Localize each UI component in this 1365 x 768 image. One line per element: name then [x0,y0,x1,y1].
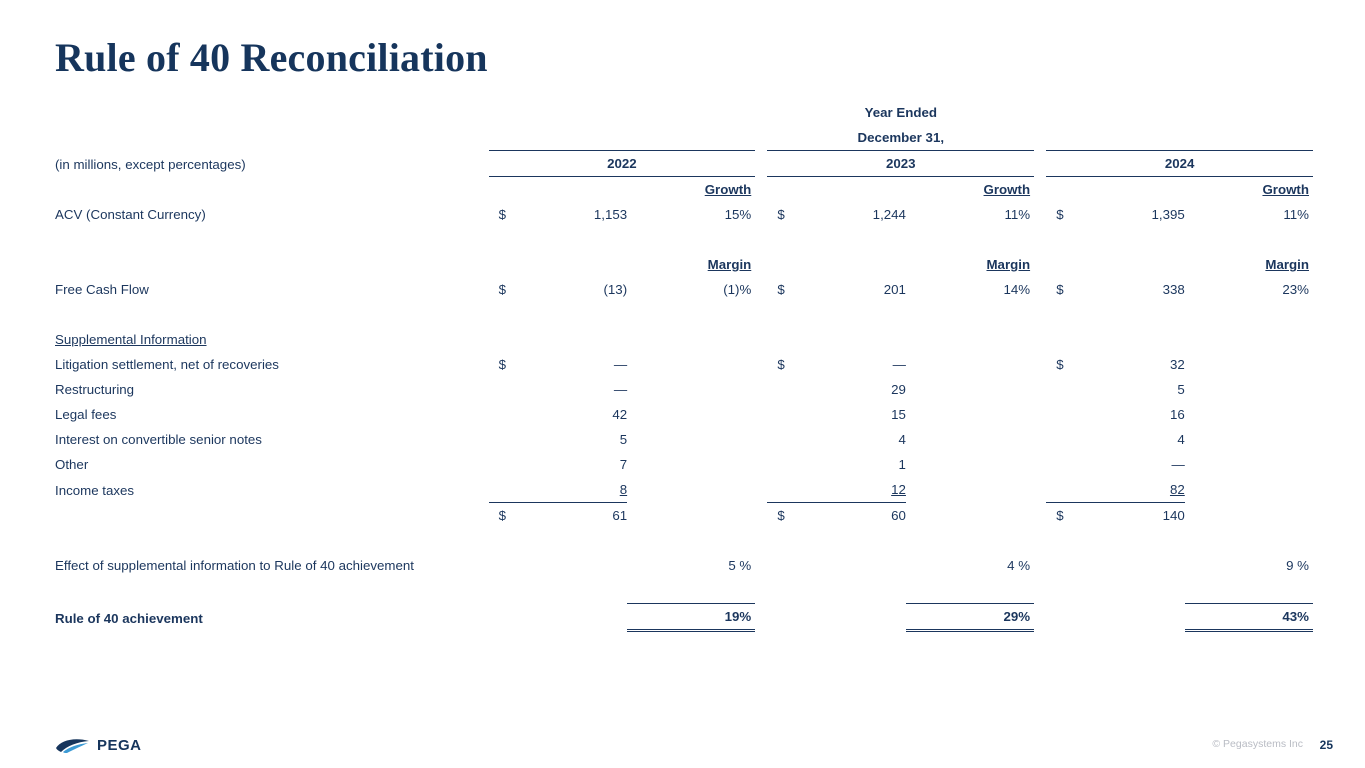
interest-2023: 4 [898,432,906,447]
empty-cell [906,427,1034,452]
empty-cell [627,402,755,427]
acv-2022: 1,153 [593,207,628,222]
table-row [55,151,1313,177]
empty-cell [489,452,536,477]
empty-cell [815,604,906,631]
row-label-litigation-settlement: Litigation settlement, net of recoveries [55,357,279,372]
empty-cell [1094,553,1185,578]
spacer [755,177,767,203]
empty-cell [906,402,1034,427]
litigation-2023: — [892,357,906,372]
empty-cell [55,503,489,529]
spacer [55,227,1313,252]
currency-symbol: $ [489,503,536,529]
empty-cell [536,604,627,631]
empty-cell [1046,402,1093,427]
table-row-acv [55,202,1313,227]
currency-symbol: $ [498,207,506,222]
supplemental-total-2024: 140 [1094,503,1185,529]
currency-symbol: $ [1056,282,1064,297]
empty-cell [55,100,489,125]
rule-of-40-2024: 43% [1185,604,1313,631]
spacer [55,528,1313,553]
table-row [55,477,1313,503]
empty-cell [489,327,1313,352]
legal-fees-2022: 42 [612,407,628,422]
supplemental-total-2023: 60 [815,503,906,529]
page-title: Rule of 40 Reconciliation [55,35,488,80]
spacer [1034,252,1046,277]
empty-cell [489,477,536,503]
litigation-2024: 32 [1169,357,1185,372]
pega-logo [55,737,142,754]
empty-cell [1046,477,1093,503]
row-label-income-taxes: Income taxes [55,482,135,498]
fcf-margin-2022: (1)% [723,282,752,297]
empty-cell [1046,553,1093,578]
acv-growth-2022: 15% [724,207,752,222]
spacer [755,277,767,302]
table-row [55,352,1313,377]
table-row [55,427,1313,452]
currency-symbol: $ [767,503,814,529]
empty-cell [1046,377,1093,402]
spacer [1034,177,1046,203]
empty-cell [767,402,814,427]
spacer [55,302,1313,327]
other-2022: 7 [619,457,628,472]
empty-cell [906,503,1034,529]
empty-cell [1185,477,1313,503]
legal-fees-2024: 16 [1169,407,1185,422]
spacer [1034,377,1046,402]
income-taxes-2022: 8 [619,482,628,497]
empty-cell [536,252,627,277]
spacer [755,252,767,277]
row-label-rule-of-40: Rule of 40 achievement [55,610,203,626]
row-label-legal-fees: Legal fees [55,407,117,422]
spacer [755,477,767,503]
margin-header-2022: Margin [707,257,752,272]
empty-cell [1185,377,1313,402]
restructuring-2024: 5 [1177,382,1185,397]
empty-cell [489,252,536,277]
table-row [55,377,1313,402]
empty-cell [489,377,536,402]
other-2023: 1 [898,457,906,472]
currency-symbol: $ [1056,357,1064,372]
copyright-text: © Pegasystems Inc [1212,738,1303,750]
empty-cell [489,604,536,631]
spacer [755,452,767,477]
spacer [1034,553,1046,578]
interest-2024: 4 [1177,432,1185,447]
growth-header-2024: Growth [1262,182,1309,197]
empty-cell [1185,352,1313,377]
empty-cell [1185,427,1313,452]
fcf-2024: 338 [1162,282,1185,297]
margin-header-2024: Margin [1265,257,1309,272]
spacer [755,604,767,631]
litigation-2022: — [613,357,628,372]
empty-cell [1185,452,1313,477]
spacer [1034,604,1046,631]
currency-symbol: $ [777,357,785,372]
income-taxes-2023: 12 [891,482,906,497]
table-row [55,100,1313,125]
empty-cell [627,503,755,529]
table-row-free-cash-flow [55,277,1313,302]
spacer [755,427,767,452]
spacer [755,503,767,529]
year-header-2024: 2024 [1046,151,1313,177]
empty-cell [815,252,906,277]
empty-cell [55,177,489,203]
pega-swoosh-icon [55,737,91,754]
spacer [1034,277,1046,302]
spacer [55,578,1313,604]
fcf-margin-2024: 23% [1282,282,1309,297]
spacer-row [55,227,1313,252]
empty-cell [767,377,814,402]
empty-cell [906,477,1034,503]
acv-growth-2023: 11% [1004,207,1031,222]
table-row-effect [55,553,1313,578]
empty-cell [1046,177,1093,203]
empty-cell [767,427,814,452]
empty-cell [489,177,536,203]
income-taxes-2024: 82 [1169,482,1185,497]
effect-pct-2024: 9 % [1286,558,1309,573]
empty-cell [1046,604,1093,631]
empty-cell [1094,177,1185,203]
empty-cell [906,452,1034,477]
spacer [755,402,767,427]
table-row [55,452,1313,477]
year-header-2022: 2022 [489,151,756,177]
empty-cell [1185,503,1313,529]
other-2024: — [1171,457,1185,472]
empty-cell [627,427,755,452]
row-label-effect-supplemental: Effect of supplemental information to Rule of 40 achievement [55,558,414,573]
row-label-restructuring: Restructuring [55,382,135,397]
empty-cell [627,452,755,477]
table-row [55,402,1313,427]
margin-header-2023: Margin [986,257,1031,272]
spacer [755,377,767,402]
empty-cell [1094,252,1185,277]
empty-cell [767,252,814,277]
spacer [755,553,767,578]
pega-wordmark: PEGA [97,737,142,754]
header-december-31: December 31, [857,130,945,145]
acv-growth-2024: 11% [1283,207,1309,222]
rule-of-40-table [55,100,1313,632]
rule-of-40-2022: 19% [627,604,755,631]
empty-cell [55,125,489,151]
empty-cell [536,553,627,578]
acv-2023: 1,244 [872,207,906,222]
currency-symbol: $ [1056,207,1064,222]
restructuring-2023: 29 [891,382,906,397]
spacer [1034,477,1046,503]
supplemental-heading [55,327,489,352]
interest-2022: 5 [619,432,628,447]
fcf-2023: 201 [883,282,906,297]
empty-cell [489,553,536,578]
row-label-interest-convertible-notes: Interest on convertible senior notes [55,432,262,447]
empty-cell [1046,452,1093,477]
currency-symbol: $ [777,207,785,222]
empty-cell [815,177,906,203]
row-label-acv: ACV (Constant Currency) [55,207,206,222]
supplemental-total-2022: 61 [536,503,627,529]
effect-pct-2023: 4 % [1007,558,1031,573]
header-year-ended: Year Ended [864,105,938,120]
table-row-rule-of-40 [55,604,1313,631]
rule-of-40-2023: 29% [906,604,1034,631]
spacer [755,352,767,377]
row-label-free-cash-flow: Free Cash Flow [55,282,149,297]
empty-cell [627,352,755,377]
fcf-margin-2023: 14% [1003,282,1031,297]
growth-header-2023: Growth [983,182,1031,197]
empty-cell [1185,402,1313,427]
empty-cell [536,177,627,203]
spacer [1034,503,1046,529]
currency-symbol: $ [498,357,506,372]
acv-2024: 1,395 [1151,207,1185,222]
empty-cell [627,377,755,402]
growth-header-2022: Growth [704,182,752,197]
spacer [1034,202,1046,227]
empty-cell [55,252,489,277]
page-number: 25 [1319,738,1333,752]
table-row-supplemental-heading [55,327,1313,352]
effect-pct-2022: 5 % [728,558,752,573]
spacer-row [55,528,1313,553]
empty-cell [1094,604,1185,631]
spacer [1034,402,1046,427]
table-row-supplemental-total [55,503,1313,529]
spacer [1034,427,1046,452]
empty-cell [815,553,906,578]
currency-symbol: $ [1046,503,1093,529]
empty-cell [767,452,814,477]
empty-cell [489,427,536,452]
empty-cell [627,477,755,503]
spacer [755,202,767,227]
spacer [1034,352,1046,377]
empty-cell [906,352,1034,377]
legal-fees-2023: 15 [891,407,906,422]
restructuring-2022: — [613,382,628,397]
table-row [55,177,1313,203]
supplemental-heading-text: Supplemental Information [55,332,207,347]
fcf-2022: (13) [603,282,628,297]
units-note: (in millions, except percentages) [55,156,246,172]
currency-symbol: $ [498,282,506,297]
empty-cell [767,604,814,631]
empty-cell [767,477,814,503]
empty-cell [1046,427,1093,452]
table-row [55,125,1313,151]
table-row [55,252,1313,277]
row-label-other: Other [55,457,89,472]
empty-cell [489,402,536,427]
empty-cell [767,553,814,578]
empty-cell [1046,252,1093,277]
spacer [1034,151,1046,177]
empty-cell [767,177,814,203]
spacer-row [55,578,1313,604]
year-header-2023: 2023 [767,151,1034,177]
spacer [1034,452,1046,477]
spacer-row [55,302,1313,327]
spacer [755,151,767,177]
currency-symbol: $ [777,282,785,297]
empty-cell [906,377,1034,402]
